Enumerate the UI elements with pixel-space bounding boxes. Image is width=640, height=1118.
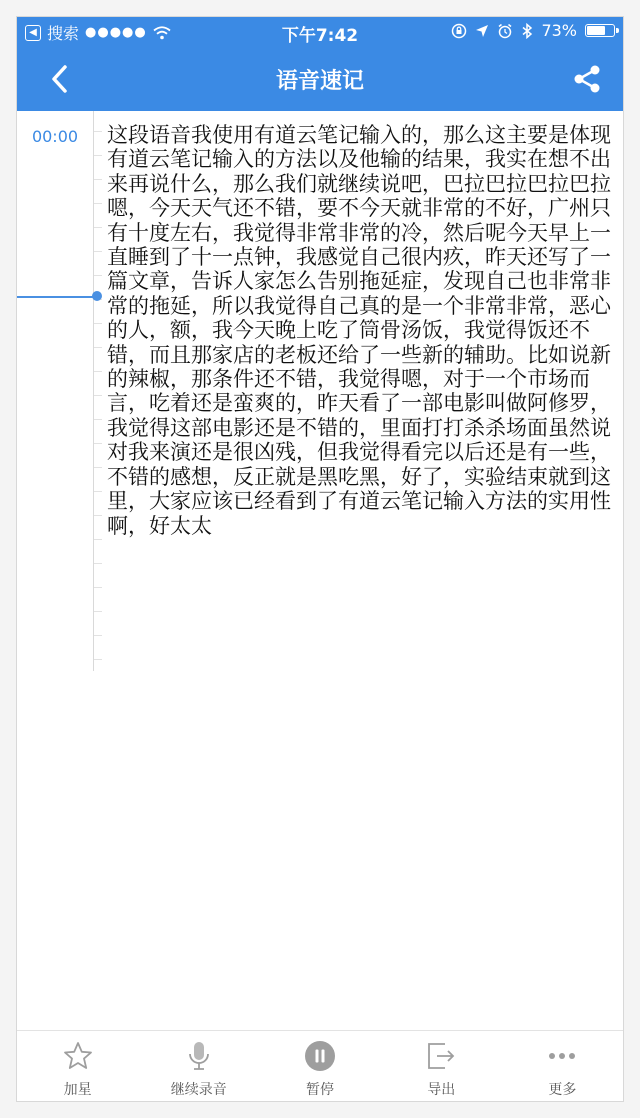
recording-time: 00:00 <box>31 127 79 146</box>
export-label: 导出 <box>427 1082 456 1098</box>
battery-icon <box>585 24 615 37</box>
playhead-handle[interactable] <box>92 291 102 301</box>
timeline-tick <box>94 227 102 228</box>
continue-recording-label: 继续录音 <box>170 1082 227 1098</box>
status-bar <box>17 17 623 47</box>
pause-icon <box>304 1040 336 1072</box>
playhead-line[interactable] <box>17 296 97 298</box>
timeline-tick <box>94 611 102 612</box>
timeline-tick <box>94 515 102 516</box>
timeline-tick <box>94 179 102 180</box>
timeline-tick <box>94 371 102 372</box>
timeline-tick <box>94 323 102 324</box>
bottom-toolbar <box>17 1030 623 1101</box>
timeline-tick <box>94 635 102 636</box>
signal-strength: ●●●●● <box>85 25 147 40</box>
app-frame <box>16 16 624 1102</box>
pause-button[interactable] <box>259 1031 380 1101</box>
battery-tip <box>616 28 619 33</box>
timeline-tick <box>94 395 102 396</box>
nav-bar <box>17 47 623 111</box>
timeline-tick <box>94 587 102 588</box>
back-to-app-icon[interactable]: ◀ <box>25 25 41 41</box>
continue-recording-button[interactable] <box>138 1031 259 1101</box>
timeline-tick <box>94 539 102 540</box>
alarm-icon <box>497 23 513 39</box>
share-icon <box>569 61 605 97</box>
timeline-tick <box>94 467 102 468</box>
export-button[interactable] <box>381 1031 502 1101</box>
timeline-tick <box>94 563 102 564</box>
timeline-tick <box>94 155 102 156</box>
timeline-tick <box>94 491 102 492</box>
export-icon <box>425 1040 457 1072</box>
share-button[interactable] <box>569 61 605 97</box>
star-button[interactable] <box>17 1031 138 1101</box>
bluetooth-icon <box>521 23 533 39</box>
pause-label: 暂停 <box>306 1082 334 1098</box>
timeline-tick <box>94 203 102 204</box>
microphone-icon <box>183 1040 215 1072</box>
location-icon <box>475 24 489 38</box>
timeline-tick <box>94 275 102 276</box>
battery-percent: 73% <box>541 21 577 40</box>
timeline-tick <box>94 443 102 444</box>
timeline-ruler[interactable] <box>93 111 94 671</box>
more-button[interactable] <box>502 1031 623 1101</box>
star-label: 加星 <box>63 1082 92 1098</box>
back-app-label[interactable]: 搜索 <box>47 24 80 43</box>
status-time: 下午7:42 <box>281 26 359 46</box>
timeline-tick <box>94 659 102 660</box>
timeline-tick <box>94 251 102 252</box>
transcript-text[interactable]: 这段语音我使用有道云笔记输入的，那么这主要是体现有道云笔记输入的方法以及他输的结果，我实在想不出来再说什么，那么我们就继续说吧，巴拉巴拉巴拉巴拉嗯，今天天气还不错，要不今天就非常的不好，广州只有十度左右，我觉得非常非常的冷，然后呢今天早上一直睡到了十一点钟，我感觉自己很内疚，昨天还写了一篇文章，告诉人家怎么告别拖延症，发现自己也非常非常的拖延，所以我觉得自己真的是一个非常非常，恶心的人，额，我今天晚上吃了筒骨汤饭，我觉得饭还不错，而且那家店的老板还给了一些新的辅助。比如说新的辣椒，那条件还不错，我觉得嗯，对于一个市场而言，吃着还是蛮爽的，昨天看了一部电影叫做阿修罗，我觉得这部电影还是不错的，里面打打杀杀场面虽然说对我来演还是很凶残，但我觉得看完以后还是有一些，不错的感想，反正就是黑吃黑，好了，实验结束就到这里，大家应该已经看到了有道云笔记输入方法的实用性啊，好太太 <box>107 123 611 538</box>
page-title: 语音速记 <box>275 69 364 94</box>
timeline-tick <box>94 131 102 132</box>
more-label: 更多 <box>548 1082 577 1098</box>
star-icon <box>62 1040 94 1072</box>
battery-level <box>587 26 605 35</box>
more-icon <box>546 1040 578 1072</box>
timeline-tick <box>94 419 102 420</box>
timeline-tick <box>94 347 102 348</box>
orientation-lock-icon <box>451 23 467 39</box>
